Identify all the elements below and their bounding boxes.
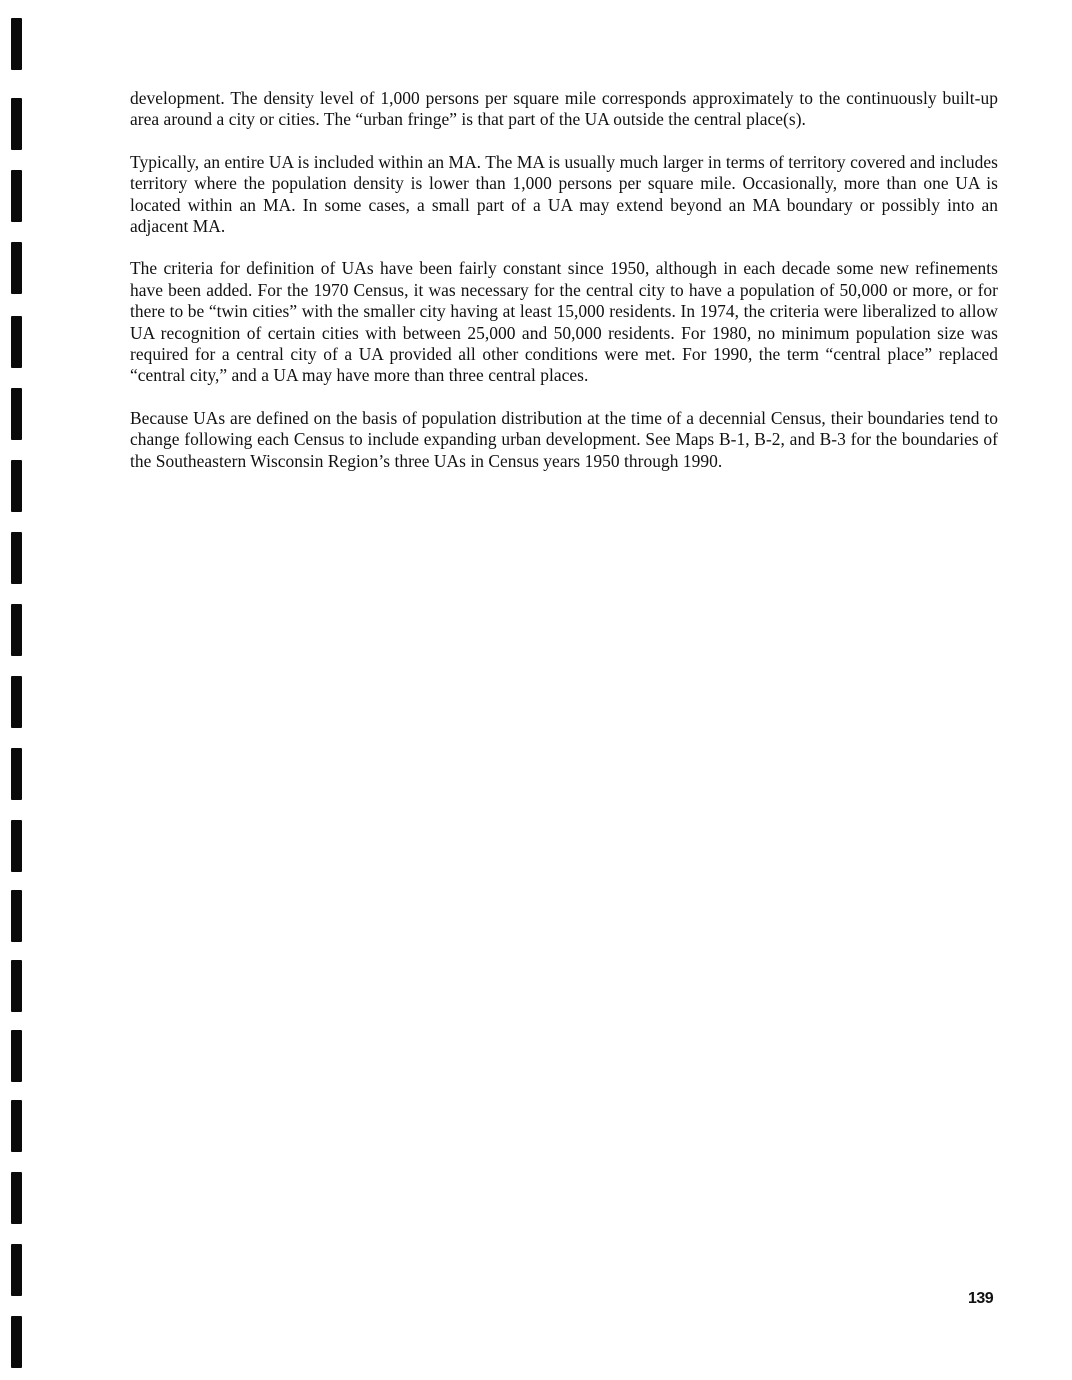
binding-hole — [11, 170, 22, 222]
paragraph-ua-boundaries: Because UAs are defined on the basis of population distribution at the time of a decennial Census, their boundaries tend to change following each Census to include expanding urban development. See Maps B-1, B-2, and B-3 for the boundaries of the Southeastern Wisconsin Region’s three UAs in Census years 1950 through 1990. — [130, 407, 998, 471]
binding-hole — [11, 388, 22, 440]
binding-hole — [11, 890, 22, 942]
page-body-text — [130, 88, 998, 493]
paragraph-ua-criteria: The criteria for definition of UAs have been fairly constant since 1950, although in each decade some new refinements have been added. For the 1970 Census, it was necessary for the central city to have a population of 50,000 or more, or for there to be “twin cities” with the smaller city having at least 15,000 residents. In 1974, the criteria were liberalized to allow UA recognition of certain cities with between 25,000 and 50,000 residents. For 1980, no minimum population size was required for a central city of a UA provided all other conditions were met. For 1990, the term “central place” replaced “central city,” and a UA may have more than three central places. — [130, 258, 998, 386]
binding-hole — [11, 98, 22, 150]
binding-hole — [11, 1316, 22, 1368]
paragraph-ua-density: development. The density level of 1,000 persons per square mile corresponds approximately to the continuously built-up area around a city or cities. The “urban fringe” is that part of the UA outside the central place(s). — [130, 88, 998, 130]
binding-hole — [11, 820, 22, 872]
binding-hole — [11, 604, 22, 656]
binding-hole — [11, 18, 22, 70]
binding-hole — [11, 1244, 22, 1296]
page-number: 139 — [968, 1290, 994, 1307]
binding-hole-strip — [0, 0, 40, 1380]
paragraph-ua-within-ma: Typically, an entire UA is included within an MA. The MA is usually much larger in terms of territory covered and includes territory where the population density is lower than 1,000 persons per square mile. Occasionally, more than one UA is located within an MA. In some cases, a small part of a UA may extend beyond an MA boundary or possibly into an adjacent MA. — [130, 151, 998, 237]
binding-hole — [11, 1172, 22, 1224]
binding-hole — [11, 316, 22, 368]
binding-hole — [11, 748, 22, 800]
binding-hole — [11, 242, 22, 294]
binding-hole — [11, 1100, 22, 1152]
binding-hole — [11, 1030, 22, 1082]
binding-hole — [11, 460, 22, 512]
binding-hole — [11, 960, 22, 1012]
binding-hole — [11, 676, 22, 728]
binding-hole — [11, 532, 22, 584]
